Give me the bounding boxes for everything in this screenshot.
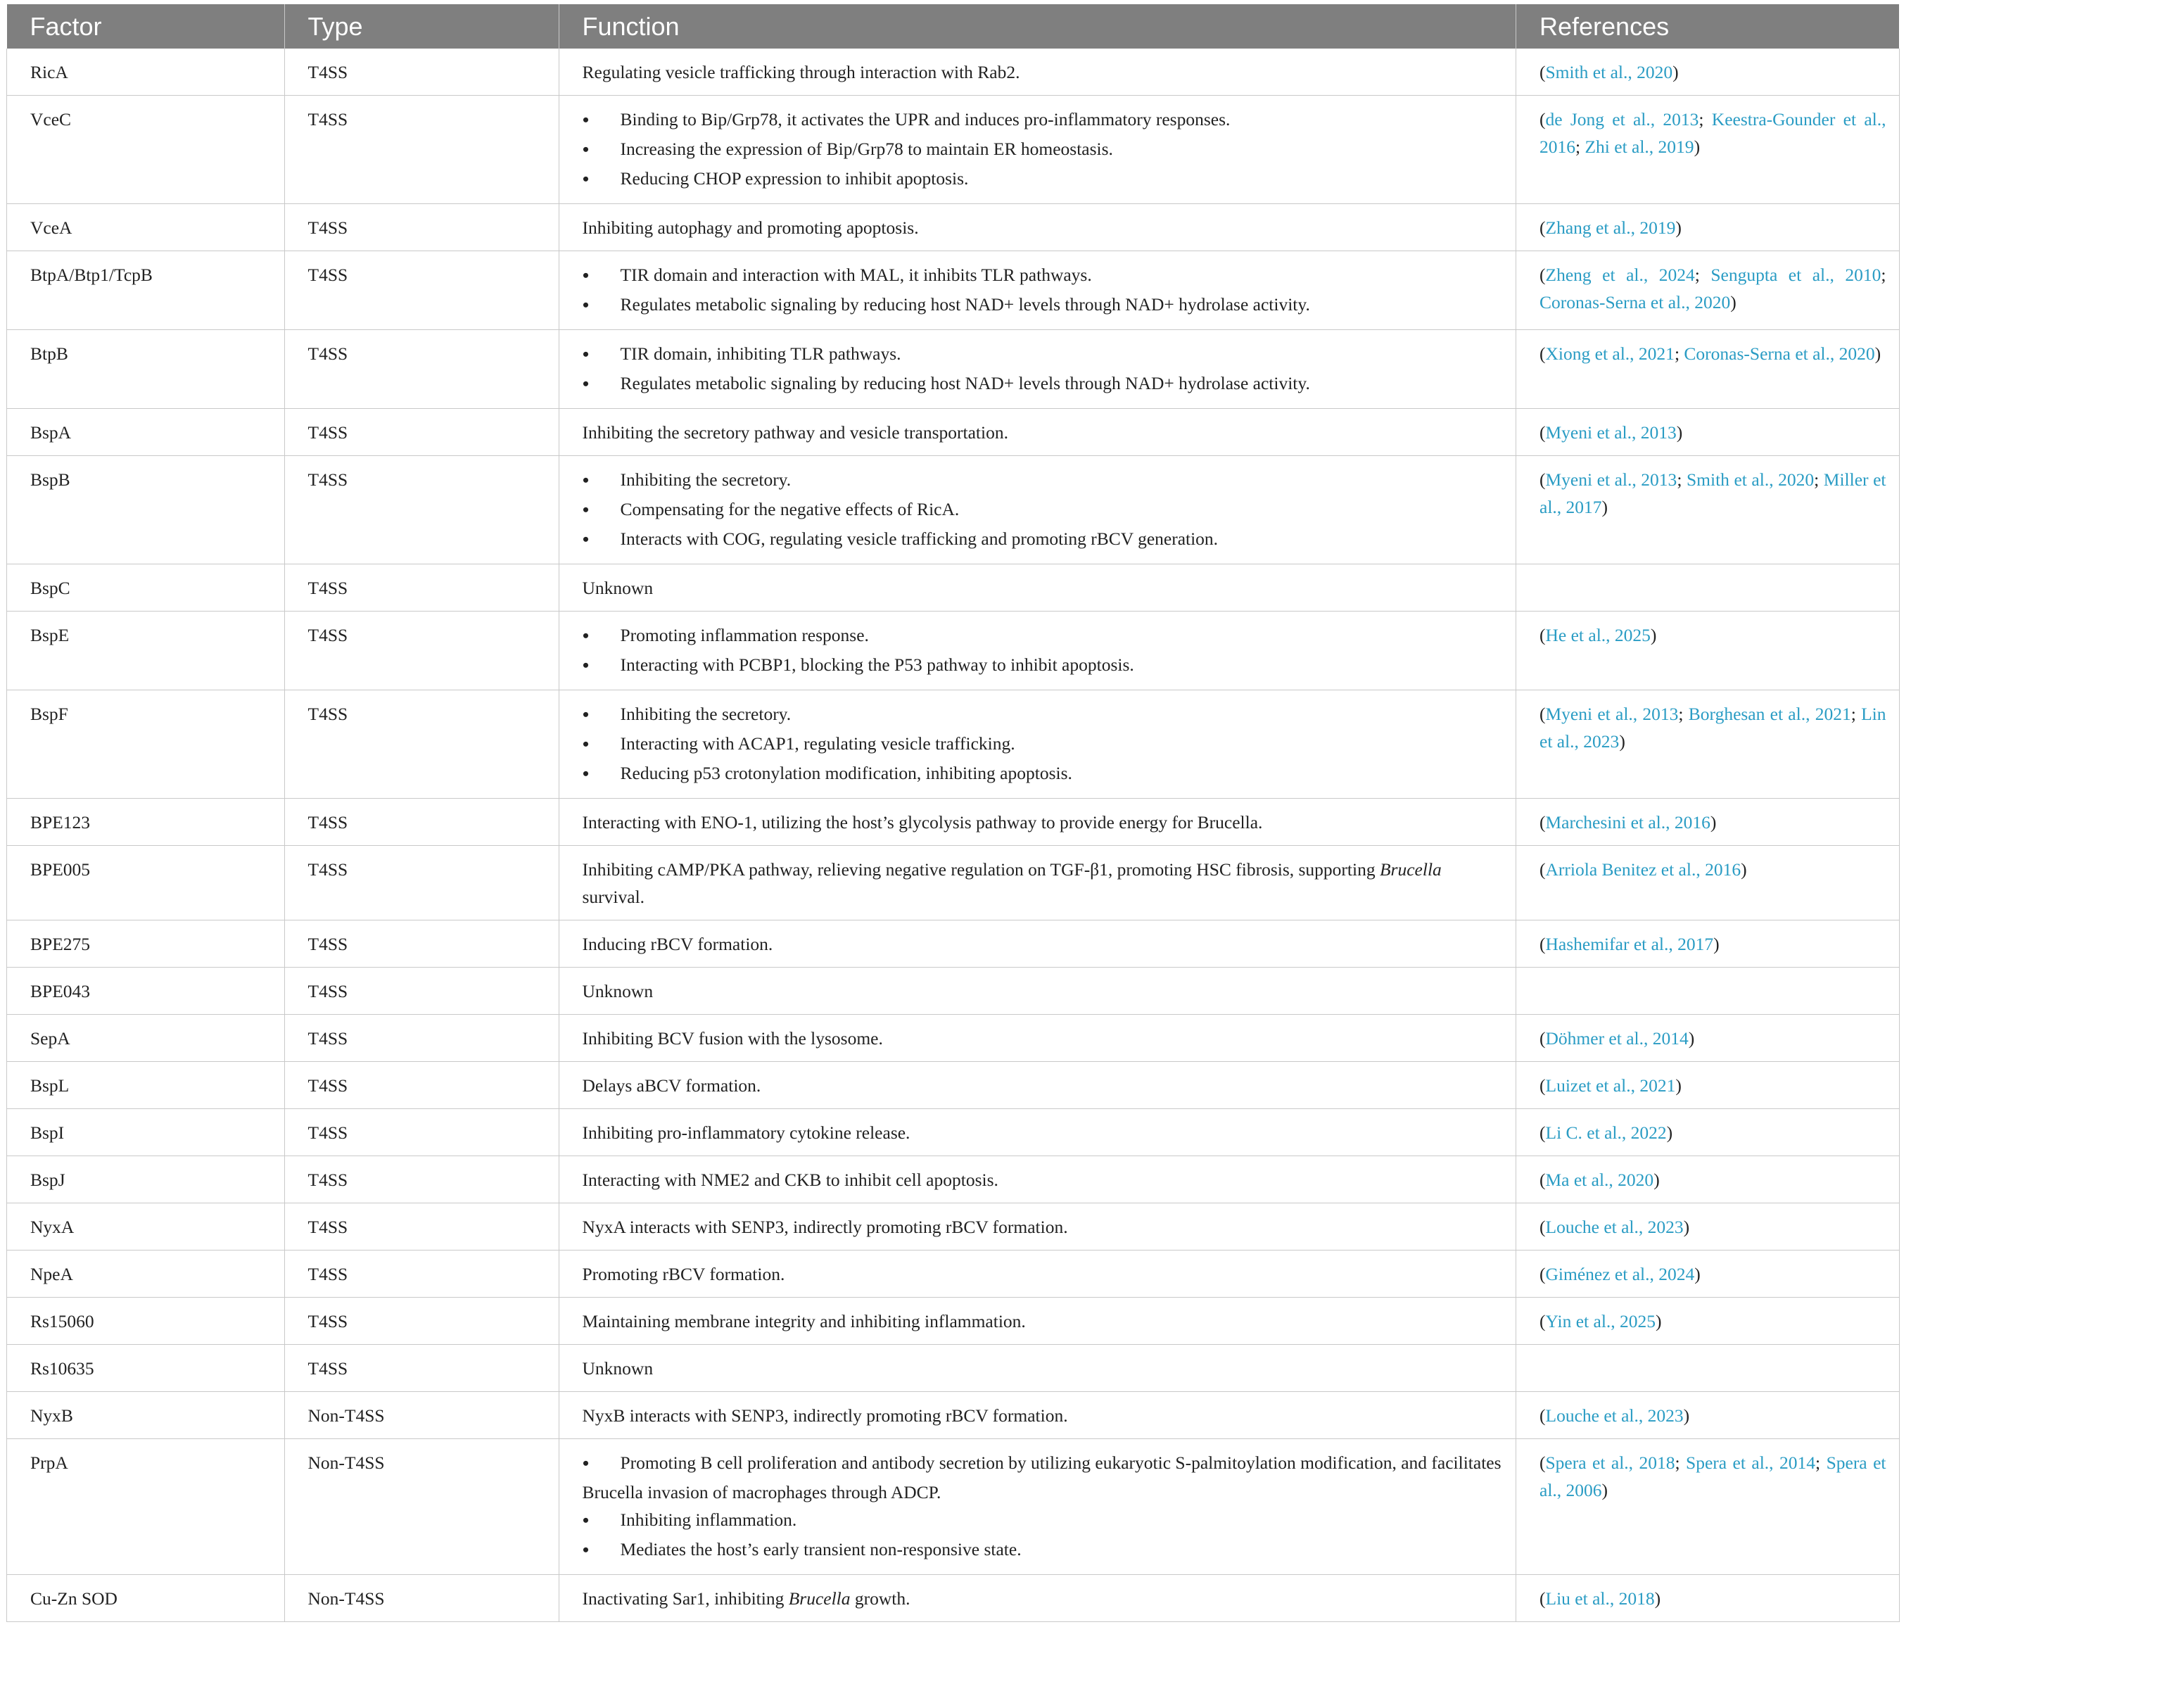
- factor-cell: BPE043: [7, 968, 285, 1015]
- function-cell: [559, 690, 1516, 799]
- function-cell: [559, 1345, 1516, 1392]
- table-row: [7, 690, 1900, 799]
- table-row: [7, 1109, 1900, 1156]
- function-cell: [559, 1439, 1516, 1575]
- reference-link[interactable]: (Xiong et al., 2021; Coronas-Serna et al., 2020): [1539, 343, 1881, 364]
- type-cell: T4SS: [284, 1345, 559, 1392]
- function-cell: [559, 846, 1516, 920]
- factor-cell: VceA: [7, 204, 285, 251]
- factor-cell: NyxB: [7, 1392, 285, 1439]
- factor-cell: BspB: [7, 456, 285, 564]
- references-cell: [1516, 1156, 1900, 1203]
- type-cell: T4SS: [284, 690, 559, 799]
- type-cell: T4SS: [284, 846, 559, 920]
- function-text: [583, 1585, 1504, 1612]
- function-cell: [559, 49, 1516, 96]
- function-text-part: Maintaining membrane integrity and inhibiting inflammation.: [582, 1310, 1026, 1331]
- factor-cell: NpeA: [7, 1251, 285, 1298]
- table-row: [7, 204, 1900, 251]
- table-row: [7, 564, 1900, 612]
- function-text: [583, 1308, 1504, 1335]
- type-cell: T4SS: [284, 1062, 559, 1109]
- type-cell: T4SS: [284, 456, 559, 564]
- function-bullet-item: [583, 106, 1504, 135]
- table-row: [7, 1392, 1900, 1439]
- type-cell: T4SS: [284, 1156, 559, 1203]
- function-text-part: TIR domain and interaction with MAL, it inhibits TLR pathways.: [620, 264, 1092, 285]
- table-row: [7, 612, 1900, 690]
- function-text-part: Inhibiting the secretory.: [620, 469, 792, 490]
- function-text: [583, 1166, 1504, 1194]
- reference-link[interactable]: (Liu et al., 2018): [1539, 1588, 1661, 1609]
- function-text-part: Inhibiting autophagy and promoting apoptosis.: [582, 217, 919, 238]
- function-text-part: Delays aBCV formation.: [582, 1075, 761, 1096]
- factor-cell: PrpA: [7, 1439, 285, 1575]
- header-row: [7, 4, 1900, 49]
- function-text-part: Inhibiting the secretory.: [620, 703, 792, 724]
- references-cell: [1516, 799, 1900, 846]
- reference-link[interactable]: (Luizet et al., 2021): [1539, 1075, 1682, 1096]
- reference-link[interactable]: (Louche et al., 2023): [1539, 1405, 1690, 1426]
- references-cell: [1516, 409, 1900, 456]
- factor-cell: BspF: [7, 690, 285, 799]
- function-text-part: survival.: [582, 886, 645, 907]
- factor-cell: BspL: [7, 1062, 285, 1109]
- function-bullet-item: [583, 466, 1504, 495]
- function-cell: [559, 1156, 1516, 1203]
- references-cell: [1516, 330, 1900, 409]
- function-text-part: Inhibiting BCV fusion with the lysosome.: [582, 1027, 883, 1049]
- function-cell: [559, 456, 1516, 564]
- table-row: [7, 1062, 1900, 1109]
- function-bullet-item: [583, 730, 1504, 759]
- table-row: [7, 251, 1900, 330]
- function-text: [583, 1260, 1504, 1288]
- factor-cell: VceC: [7, 96, 285, 204]
- references-cell: [1516, 1109, 1900, 1156]
- references-cell: [1516, 1392, 1900, 1439]
- factor-cell: NyxA: [7, 1203, 285, 1251]
- function-text-part: Mediates the host’s early transient non-responsive state.: [620, 1538, 1022, 1559]
- table-row: [7, 96, 1900, 204]
- table-row: [7, 1575, 1900, 1622]
- type-cell: Non-T4SS: [284, 1392, 559, 1439]
- function-text: [583, 419, 1504, 446]
- function-text-part: Inhibiting the secretory pathway and vesicle transportation.: [582, 422, 1008, 443]
- table-row: [7, 799, 1900, 846]
- reference-link[interactable]: (He et al., 2025): [1539, 624, 1657, 645]
- function-text-part: Increasing the expression of Bip/Grp78 to maintain ER homeostasis.: [620, 138, 1113, 159]
- function-cell: [559, 612, 1516, 690]
- function-text-part: Regulates metabolic signaling by reducing host NAD+ levels through NAD+ hydrolase activity.: [620, 293, 1310, 315]
- reference-link[interactable]: (Yin et al., 2025): [1539, 1310, 1662, 1331]
- function-text: [583, 1072, 1504, 1099]
- function-cell: [559, 799, 1516, 846]
- header-references: References: [1516, 4, 1900, 49]
- function-bullet-item: [583, 651, 1504, 680]
- function-text-part: Inducing rBCV formation.: [582, 933, 773, 954]
- reference-link[interactable]: (Arriola Benitez et al., 2016): [1539, 859, 1747, 880]
- function-text-part: Interacting with PCBP1, blocking the P53 pathway to inhibit apoptosis.: [620, 654, 1134, 675]
- header-factor: Factor: [7, 4, 285, 49]
- reference-link[interactable]: (Myeni et al., 2013): [1539, 422, 1683, 443]
- function-cell: [559, 564, 1516, 612]
- function-text: [583, 809, 1504, 836]
- function-cell: [559, 204, 1516, 251]
- table-row: [7, 330, 1900, 409]
- function-text-part: Interacts with COG, regulating vesicle trafficking and promoting rBCV generation.: [620, 528, 1219, 549]
- references-cell: [1516, 1439, 1900, 1575]
- table-row: [7, 1439, 1900, 1575]
- table-row: [7, 49, 1900, 96]
- function-text-part: Promoting rBCV formation.: [582, 1263, 785, 1284]
- type-cell: T4SS: [284, 799, 559, 846]
- function-text-part: Inactivating Sar1, inhibiting: [582, 1588, 789, 1609]
- reference-link[interactable]: (Li C. et al., 2022): [1539, 1122, 1673, 1143]
- table-row: [7, 920, 1900, 968]
- reference-link[interactable]: (Marchesini et al., 2016): [1539, 811, 1717, 832]
- type-cell: T4SS: [284, 204, 559, 251]
- factor-cell: RicA: [7, 49, 285, 96]
- references-cell: [1516, 1345, 1900, 1392]
- table-row: [7, 1251, 1900, 1298]
- type-cell: T4SS: [284, 564, 559, 612]
- type-cell: T4SS: [284, 1298, 559, 1345]
- references-cell: [1516, 968, 1900, 1015]
- reference-link[interactable]: (Giménez et al., 2024): [1539, 1263, 1701, 1284]
- references-cell: [1516, 456, 1900, 564]
- reference-link[interactable]: (Smith et al., 2020): [1539, 61, 1679, 82]
- factor-cell: SepA: [7, 1015, 285, 1062]
- type-cell: T4SS: [284, 409, 559, 456]
- factor-cell: BtpB: [7, 330, 285, 409]
- italic-organism-name: Brucella: [1379, 859, 1442, 880]
- function-bullet-item: [583, 165, 1504, 194]
- function-cell: [559, 920, 1516, 968]
- function-cell: [559, 251, 1516, 330]
- function-text-part: Inhibiting inflammation.: [620, 1509, 797, 1530]
- factor-cell: Rs15060: [7, 1298, 285, 1345]
- function-text-part: Binding to Bip/Grp78, it activates the UPR and induces pro-inflammatory responses.: [620, 108, 1231, 129]
- references-cell: [1516, 1203, 1900, 1251]
- table-row: [7, 1203, 1900, 1251]
- function-text-part: Interacting with ACAP1, regulating vesicle trafficking.: [620, 733, 1015, 754]
- function-bullet-item: [583, 759, 1504, 789]
- function-text-part: Compensating for the negative effects of RicA.: [620, 498, 960, 519]
- references-cell: [1516, 204, 1900, 251]
- factor-cell: BspA: [7, 409, 285, 456]
- function-text-part: Unknown: [582, 1357, 654, 1379]
- table-header: [7, 4, 1900, 49]
- function-bullet-item: [583, 291, 1504, 320]
- type-cell: T4SS: [284, 96, 559, 204]
- virulence-factor-table: [6, 4, 1900, 1622]
- type-cell: T4SS: [284, 1109, 559, 1156]
- table-row: [7, 1298, 1900, 1345]
- table-sheet: [6, 4, 2184, 1622]
- type-cell: T4SS: [284, 920, 559, 968]
- type-cell: Non-T4SS: [284, 1575, 559, 1622]
- function-text-part: Regulating vesicle trafficking through interaction with Rab2.: [582, 61, 1020, 82]
- function-text: [583, 930, 1504, 958]
- function-text-part: NyxB interacts with SENP3, indirectly promoting rBCV formation.: [582, 1405, 1068, 1426]
- table-body: [7, 49, 1900, 1622]
- reference-link[interactable]: (Ma et al., 2020): [1539, 1169, 1660, 1190]
- type-cell: T4SS: [284, 251, 559, 330]
- references-cell: [1516, 690, 1900, 799]
- references-cell: [1516, 96, 1900, 204]
- reference-link[interactable]: (de Jong et al., 2013; Keestra-Gounder et al., 2016; Zhi et al., 2019): [1539, 108, 1886, 157]
- header-type: Type: [284, 4, 559, 49]
- function-bullet-item: [583, 621, 1504, 651]
- function-text-part: Regulates metabolic signaling by reducing host NAD+ levels through NAD+ hydrolase activity.: [620, 372, 1310, 393]
- function-cell: [559, 96, 1516, 204]
- type-cell: T4SS: [284, 1203, 559, 1251]
- factor-cell: Cu-Zn SOD: [7, 1575, 285, 1622]
- function-text-part: Inhibiting pro-inflammatory cytokine release.: [582, 1122, 910, 1143]
- factor-cell: BPE005: [7, 846, 285, 920]
- reference-link[interactable]: (Zheng et al., 2024; Sengupta et al., 2010; Coronas-Serna et al., 2020): [1539, 264, 1886, 312]
- function-text-part: growth.: [850, 1588, 910, 1609]
- function-text-part: Promoting inflammation response.: [620, 624, 869, 645]
- function-text: [583, 58, 1504, 86]
- header-function: Function: [559, 4, 1516, 49]
- function-text: [583, 214, 1504, 241]
- function-text-part: Unknown: [582, 577, 654, 598]
- function-bullet-item: [583, 525, 1504, 555]
- function-text-part: Unknown: [582, 980, 654, 1001]
- references-cell: [1516, 251, 1900, 330]
- reference-link[interactable]: (Hashemifar et al., 2017): [1539, 933, 1720, 954]
- function-cell: [559, 1062, 1516, 1109]
- function-cell: [559, 1575, 1516, 1622]
- function-text: [583, 1025, 1504, 1052]
- references-cell: [1516, 49, 1900, 96]
- references-cell: [1516, 1575, 1900, 1622]
- reference-link[interactable]: (Zhang et al., 2019): [1539, 217, 1682, 238]
- function-cell: [559, 968, 1516, 1015]
- function-bullet-item: [583, 1506, 1504, 1536]
- factor-cell: BspI: [7, 1109, 285, 1156]
- function-text-part: Interacting with ENO-1, utilizing the host’s glycolysis pathway to provide energy for Brucella.: [582, 811, 1263, 832]
- italic-organism-name: Brucella: [788, 1588, 851, 1609]
- function-text: [583, 574, 1504, 602]
- function-bullet-item: [583, 261, 1504, 291]
- function-text: [583, 1213, 1504, 1241]
- function-cell: [559, 1015, 1516, 1062]
- function-cell: [559, 1203, 1516, 1251]
- table-row: [7, 409, 1900, 456]
- function-text-part: Reducing p53 crotonylation modification, inhibiting apoptosis.: [620, 762, 1072, 783]
- function-text: [583, 856, 1504, 911]
- function-text-part: NyxA interacts with SENP3, indirectly promoting rBCV formation.: [582, 1216, 1068, 1237]
- type-cell: T4SS: [284, 330, 559, 409]
- function-cell: [559, 409, 1516, 456]
- function-text: [583, 1119, 1504, 1146]
- function-bullet-item: [583, 700, 1504, 730]
- function-bullet-item: [583, 1449, 1504, 1506]
- references-cell: [1516, 920, 1900, 968]
- factor-cell: Rs10635: [7, 1345, 285, 1392]
- factor-cell: BtpA/Btp1/TcpB: [7, 251, 285, 330]
- function-bullet-item: [583, 340, 1504, 369]
- type-cell: T4SS: [284, 1251, 559, 1298]
- function-cell: [559, 330, 1516, 409]
- references-cell: [1516, 1015, 1900, 1062]
- type-cell: T4SS: [284, 968, 559, 1015]
- function-text: [583, 977, 1504, 1005]
- references-cell: [1516, 612, 1900, 690]
- function-text-part: Interacting with NME2 and CKB to inhibit cell apoptosis.: [582, 1169, 998, 1190]
- type-cell: T4SS: [284, 1015, 559, 1062]
- function-text-part: TIR domain, inhibiting TLR pathways.: [620, 343, 901, 364]
- function-bullet-item: [583, 135, 1504, 165]
- function-bullet-item: [583, 495, 1504, 525]
- reference-link[interactable]: (Döhmer et al., 2014): [1539, 1027, 1695, 1049]
- table-row: [7, 1345, 1900, 1392]
- function-bullet-item: [583, 1536, 1504, 1565]
- function-bullet-item: [583, 369, 1504, 399]
- function-text-part: Reducing CHOP expression to inhibit apoptosis.: [620, 167, 969, 189]
- table-row: [7, 1156, 1900, 1203]
- factor-cell: BspC: [7, 564, 285, 612]
- reference-link[interactable]: (Myeni et al., 2013; Borghesan et al., 2021; Lin et al., 2023): [1539, 703, 1886, 752]
- reference-link[interactable]: (Myeni et al., 2013; Smith et al., 2020; Miller et al., 2017): [1539, 469, 1886, 517]
- type-cell: T4SS: [284, 612, 559, 690]
- function-cell: [559, 1298, 1516, 1345]
- function-cell: [559, 1392, 1516, 1439]
- function-text: [583, 1402, 1504, 1429]
- function-cell: [559, 1109, 1516, 1156]
- factor-cell: BspJ: [7, 1156, 285, 1203]
- references-cell: [1516, 1251, 1900, 1298]
- type-cell: T4SS: [284, 49, 559, 96]
- factor-cell: BPE123: [7, 799, 285, 846]
- factor-cell: BPE275: [7, 920, 285, 968]
- reference-link[interactable]: (Spera et al., 2018; Spera et al., 2014; Spera et al., 2006): [1539, 1452, 1886, 1500]
- table-row: [7, 456, 1900, 564]
- function-cell: [559, 1251, 1516, 1298]
- function-text: [583, 1355, 1504, 1382]
- table-row: [7, 1015, 1900, 1062]
- type-cell: Non-T4SS: [284, 1439, 559, 1575]
- factor-cell: BspE: [7, 612, 285, 690]
- references-cell: [1516, 846, 1900, 920]
- references-cell: [1516, 564, 1900, 612]
- table-row: [7, 846, 1900, 920]
- function-text-part: Inhibiting cAMP/PKA pathway, relieving negative regulation on TGF-β1, promoting HSC fibrosis, supporting: [582, 859, 1380, 880]
- reference-link[interactable]: (Louche et al., 2023): [1539, 1216, 1690, 1237]
- table-row: [7, 968, 1900, 1015]
- references-cell: [1516, 1298, 1900, 1345]
- references-cell: [1516, 1062, 1900, 1109]
- function-text-part: Promoting B cell proliferation and antibody secretion by utilizing eukaryotic S-palmitoylation modification, and facilitates Brucella invasion of macrophages through ADCP.: [582, 1452, 1502, 1502]
